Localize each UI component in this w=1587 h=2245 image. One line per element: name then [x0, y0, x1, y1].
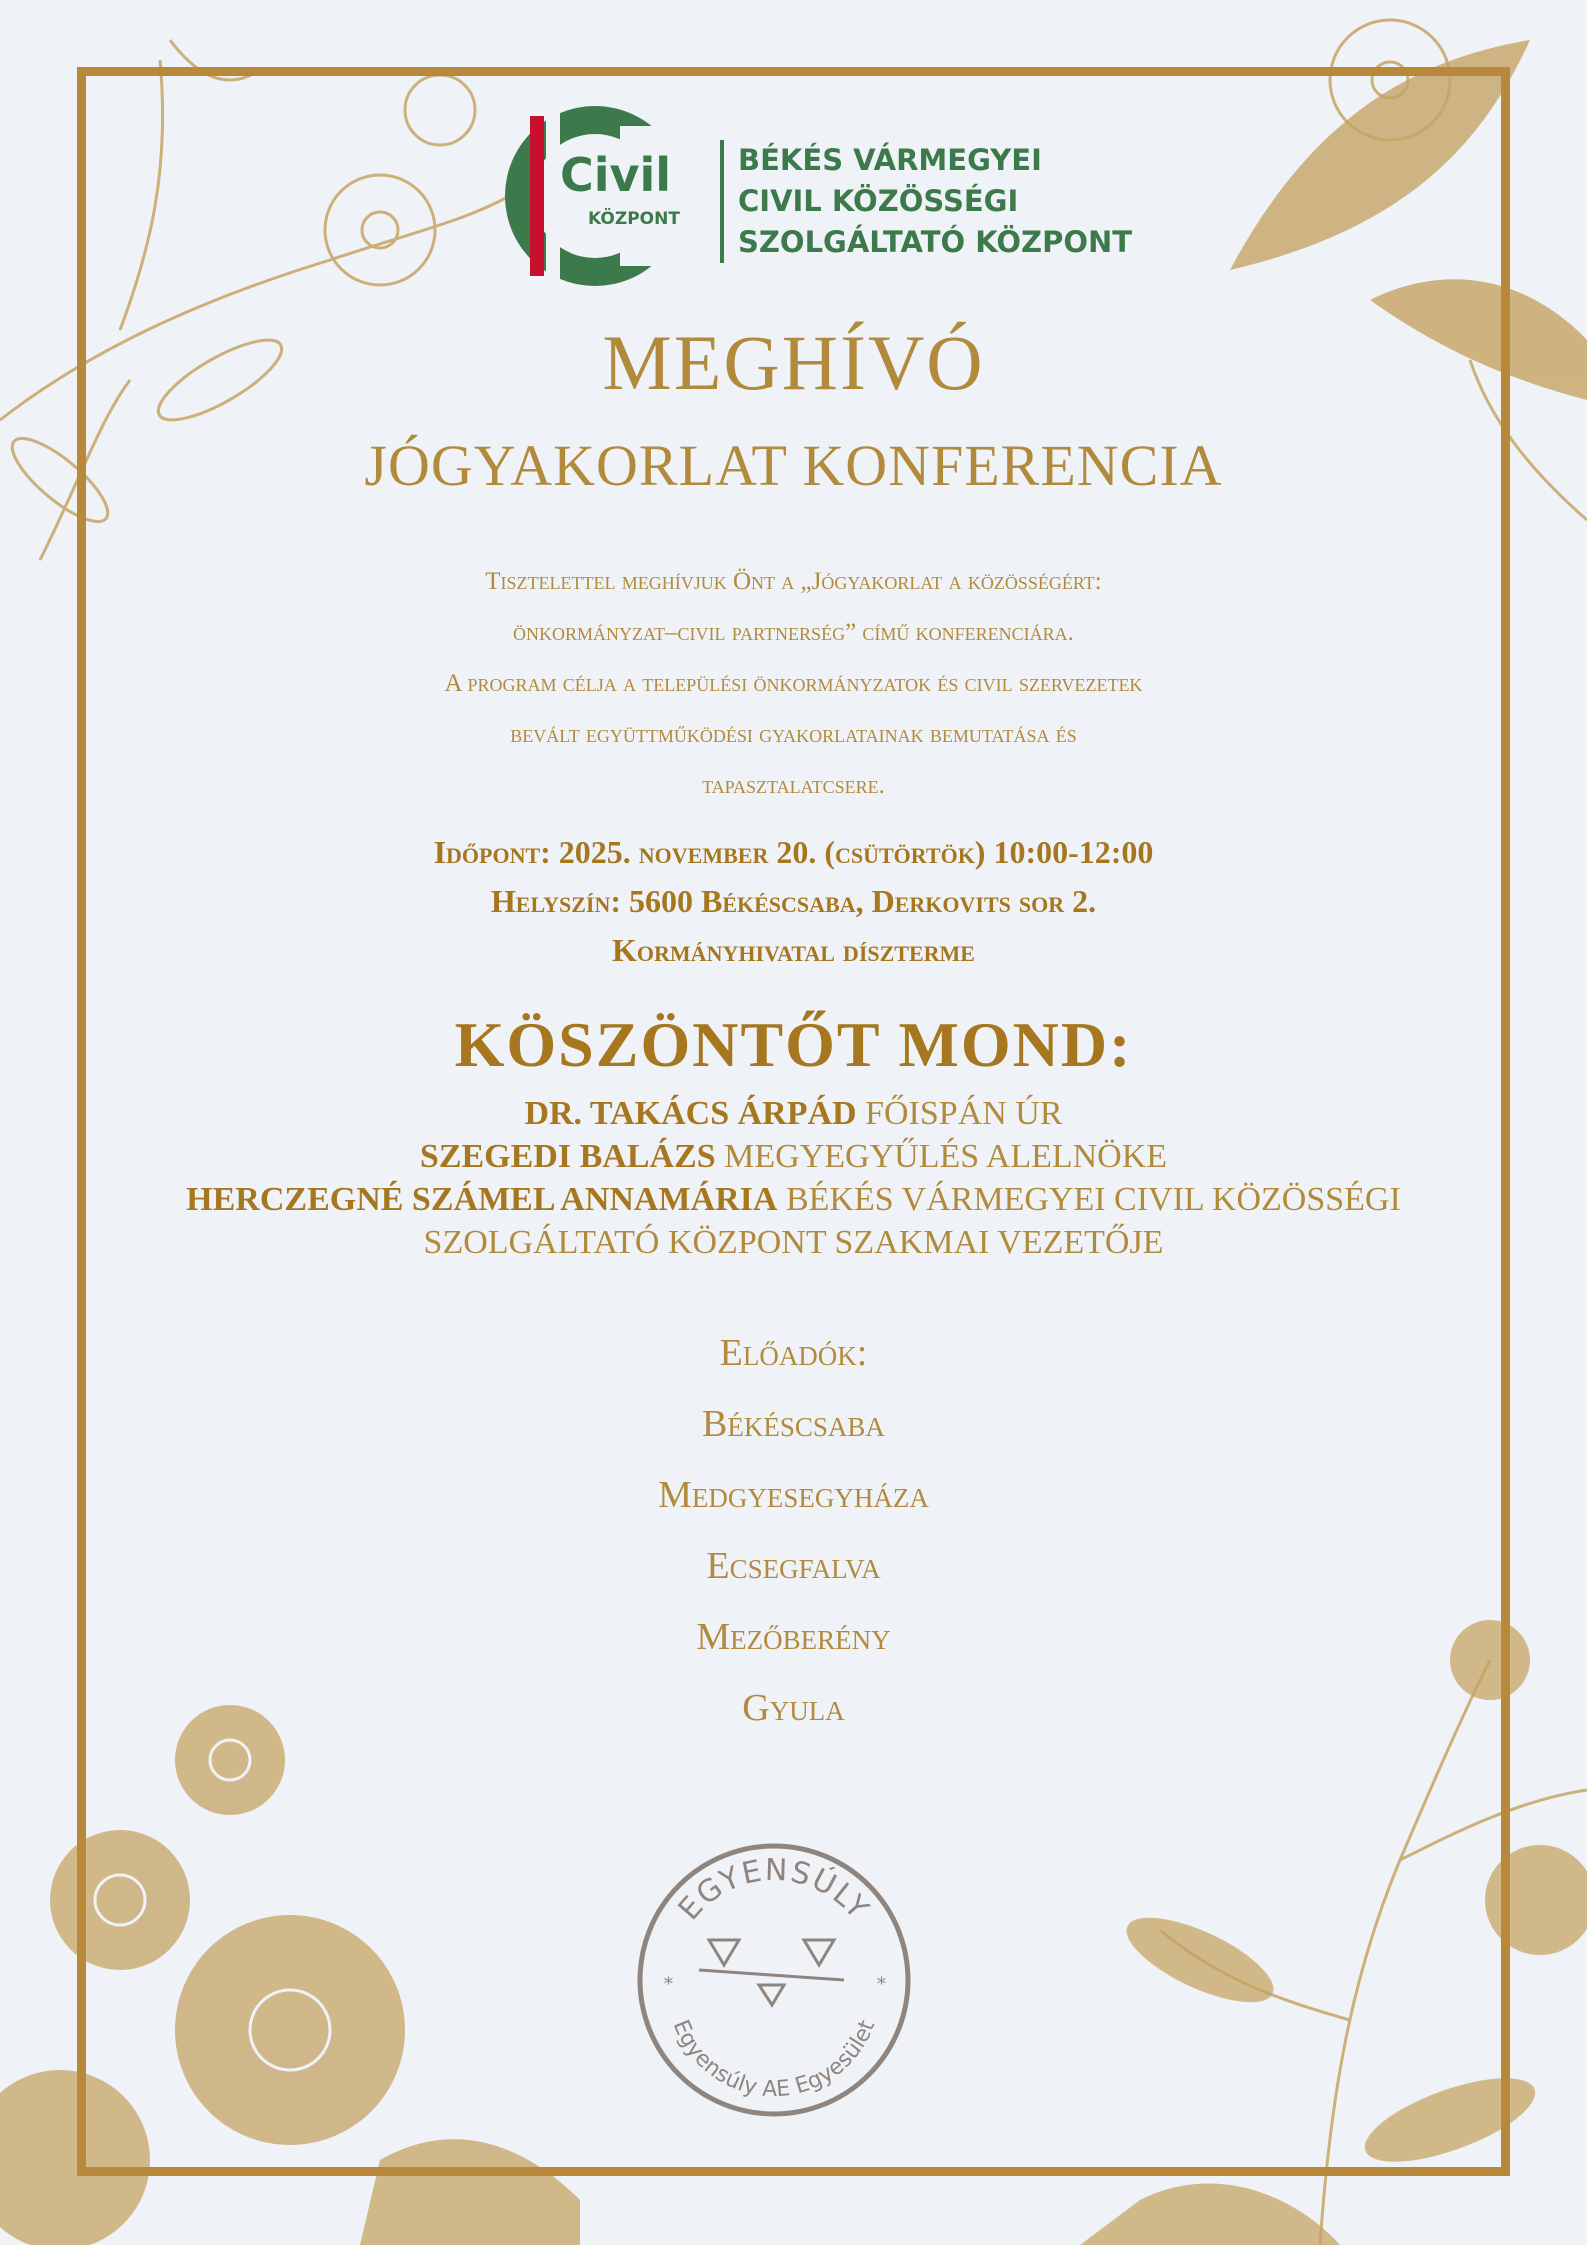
- conference-title: JÓGYAKORLAT KONFERENCIA: [364, 433, 1223, 498]
- speaker-item: Mezőberény: [696, 1616, 891, 1658]
- star-icon: *: [877, 1974, 886, 1995]
- intro-line: tapasztalatcsere.: [702, 772, 885, 799]
- greeter-row: [0, 1178, 1587, 1221]
- speaker-item: Ecsegfalva: [706, 1545, 881, 1587]
- speaker-item: Gyula: [742, 1687, 845, 1729]
- invitation-title: MEGHÍVÓ: [602, 319, 985, 406]
- greeters-list: [0, 1092, 1587, 1264]
- org-line-1: BÉKÉS VÁRMEGYEI: [738, 143, 1042, 177]
- event-time: Időpont: 2025. november 20. (csütörtök) 10:00-12:00: [433, 834, 1154, 870]
- speakers-label: Előadók:: [719, 1332, 868, 1374]
- greeter-name: HERCZEGNÉ SZÁMEL ANNAMÁRIA: [186, 1181, 778, 1218]
- stamp-bottom-text: Egyensúly AE Egyesület: [667, 2016, 881, 2103]
- intro-line: Tisztelettel meghívjuk Önt a „Jógyakorlat a közösségért:: [485, 568, 1102, 595]
- greeter-name: DR. TAKÁCS ÁRPÁD: [524, 1095, 857, 1132]
- greeter-role: FŐISPÁN ÚR: [865, 1095, 1063, 1132]
- speaker-item: Békéscsaba: [702, 1403, 885, 1445]
- intro-paragraph: [0, 556, 1587, 811]
- civil-kozpont-logo: [500, 96, 690, 296]
- org-line-3: SZOLGÁLTATÓ KÖZPONT: [738, 225, 1133, 259]
- speaker-item: Medgyesegyháza: [658, 1474, 929, 1516]
- greeter-row: [0, 1135, 1587, 1178]
- org-line-2: CIVIL KÖZÖSSÉGI: [738, 184, 1019, 218]
- event-place: Helyszín: 5600 Békéscsaba, Derkovits sor 2.: [490, 883, 1097, 919]
- intro-line: bevált együttműködési gyakorlatainak bemutatása és: [510, 721, 1077, 748]
- speakers-section: [0, 1318, 1587, 1744]
- greeter-role: MEGYEGYŰLÉS ALELNÖKE: [724, 1138, 1168, 1175]
- intro-line: A program célja a települési önkormányzatok és civil szervezetek: [444, 670, 1143, 697]
- organization-name: [720, 140, 1132, 263]
- greeter-row: [0, 1092, 1587, 1135]
- greeting-heading: KÖSZÖNTŐT MOND:: [454, 1009, 1133, 1080]
- intro-line: önkormányzat–civil partnerség” című konferenciára.: [513, 619, 1074, 646]
- egyensuly-stamp: [634, 1840, 914, 2120]
- stamp-top-text: EGYENSÚLY: [671, 1852, 877, 1928]
- logo-kozpont-text: KÖZPONT: [588, 209, 680, 229]
- event-details: [0, 828, 1587, 975]
- balance-icon: [699, 1940, 844, 2005]
- star-icon: *: [664, 1974, 673, 1995]
- greeter-role-continuation: SZOLGÁLTATÓ KÖZPONT SZAKMAI VEZETŐJE: [423, 1224, 1164, 1261]
- logo-civil-text: Civil: [560, 148, 672, 202]
- greeter-name: SZEGEDI BALÁZS: [419, 1138, 716, 1175]
- event-room: Kormányhivatal díszterme: [612, 932, 975, 968]
- greeter-role: BÉKÉS VÁRMEGYEI CIVIL KÖZÖSSÉGI: [785, 1181, 1401, 1218]
